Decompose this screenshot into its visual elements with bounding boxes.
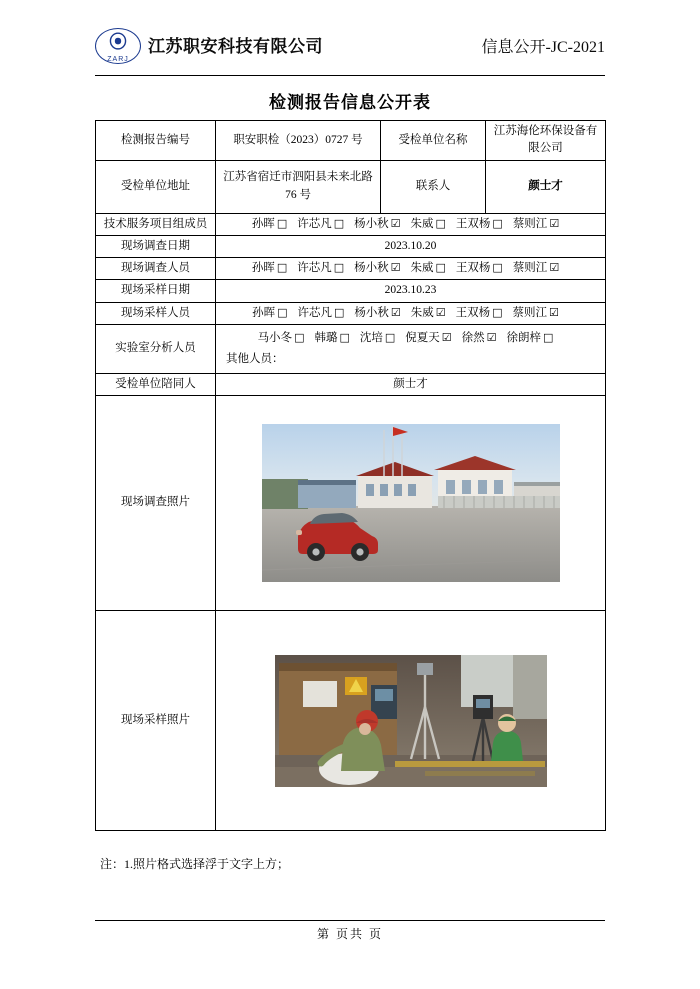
- client-addr-value: 江苏省宿迁市泗阳县未来北路 76 号: [216, 160, 381, 213]
- header-divider: [95, 75, 605, 76]
- member-name: 马小冬: [257, 331, 293, 344]
- member-name: 蔡则江: [512, 306, 548, 319]
- checkbox-unchecked[interactable]: □: [492, 216, 503, 230]
- footnote: 注：1.照片格式选择浮于文字上方；: [100, 857, 290, 871]
- member-name: 徐朗梓: [506, 331, 542, 344]
- logo-text: ZARJ: [107, 56, 129, 63]
- escort-label: 受检单位陪同人: [96, 373, 216, 395]
- sampling-photo-cell: [216, 611, 606, 831]
- client-name-label: 受检单位名称: [381, 121, 486, 161]
- table-row: [96, 160, 606, 213]
- lab-staff-label: 实验室分析人员: [96, 324, 216, 373]
- report-no-value: 职安职检（2023）0727 号: [216, 121, 381, 161]
- member-name: 朱威: [410, 306, 434, 319]
- checkbox-unchecked[interactable]: □: [435, 261, 446, 274]
- table-row: [96, 373, 606, 395]
- survey-date-value: 2023.10.20: [216, 235, 606, 257]
- table-row: [96, 280, 606, 302]
- table-row: [96, 213, 606, 235]
- contact-value: 颜士才: [486, 160, 606, 213]
- checkbox-unchecked[interactable]: □: [277, 305, 288, 319]
- survey-photo-label: 现场调查照片: [96, 396, 216, 611]
- sampling-photo-svg: [275, 655, 547, 787]
- table-row: [96, 235, 606, 257]
- checkbox-checked[interactable]: ☑: [549, 216, 560, 230]
- member-name: 杨小秋: [354, 262, 389, 274]
- table-row: [96, 302, 606, 324]
- sampling-photo-label: 现场采样照片: [96, 611, 216, 831]
- checkbox-checked[interactable]: ☑: [390, 261, 401, 274]
- page-footer: 第 页共 页: [316, 927, 383, 941]
- escort-value: 颜士才: [216, 373, 606, 395]
- member-name: 王双杨: [455, 262, 491, 274]
- table-row: [96, 396, 606, 611]
- page-title: 检测报告信息公开表: [269, 93, 431, 112]
- footer-divider: [95, 920, 605, 921]
- logo-swirl-shape: ⦿: [109, 32, 127, 52]
- checkbox-unchecked[interactable]: □: [276, 261, 288, 274]
- table-row: [96, 121, 606, 161]
- report-no-label: 检测报告编号: [96, 121, 216, 161]
- member-name: 蔡则江: [512, 262, 548, 274]
- table-row: [96, 258, 606, 280]
- checkbox-unchecked[interactable]: □: [333, 216, 345, 230]
- tech-team-label: 技术服务项目组成员: [96, 213, 216, 235]
- checkbox-unchecked[interactable]: □: [435, 216, 446, 230]
- checkbox-unchecked[interactable]: □: [543, 330, 554, 344]
- member-name: 沈培: [359, 331, 383, 344]
- member-name: 倪夏天: [405, 331, 440, 344]
- table-row: [96, 611, 606, 831]
- member-name: 王双杨: [455, 217, 491, 230]
- sampling-photo-image: [275, 655, 547, 787]
- survey-staff-label: 现场调查人员: [96, 258, 216, 280]
- sampling-staff-value: [216, 302, 606, 324]
- survey-photo-cell: [216, 396, 606, 611]
- survey-date-label: 现场调查日期: [96, 235, 216, 257]
- client-name-value: 江苏海伦环保设备有限公司: [486, 121, 606, 161]
- checkbox-checked[interactable]: ☑: [549, 261, 560, 274]
- member-name: 王双杨: [455, 306, 491, 319]
- survey-photo-svg: [262, 424, 560, 582]
- page-header: [95, 22, 605, 72]
- member-name: 朱威: [410, 217, 434, 230]
- sampling-staff-label: 现场采样人员: [96, 302, 216, 324]
- sampling-date-value: 2023.10.23: [216, 280, 606, 302]
- checkbox-unchecked[interactable]: □: [492, 261, 503, 274]
- member-name: 孙晖: [252, 306, 276, 319]
- contact-label: 联系人: [381, 160, 486, 213]
- member-name: 蔡则江: [512, 217, 548, 230]
- checkbox-unchecked[interactable]: □: [339, 330, 350, 344]
- checkbox-checked[interactable]: ☑: [441, 330, 452, 344]
- member-name: 许芯凡: [297, 306, 332, 319]
- member-name: 孙晖: [251, 262, 275, 274]
- member-name: 徐然: [461, 331, 485, 344]
- lab-staff-value: [216, 324, 606, 373]
- info-table: [95, 120, 606, 831]
- checkbox-checked[interactable]: ☑: [435, 305, 446, 319]
- checkbox-unchecked[interactable]: □: [492, 305, 503, 319]
- member-name: 孙晖: [251, 217, 275, 230]
- document-code: 信息公开-JC-2021: [481, 39, 605, 56]
- checkbox-unchecked[interactable]: □: [384, 330, 396, 344]
- member-name: 杨小秋: [354, 217, 389, 230]
- member-name: 许芯凡: [297, 217, 332, 230]
- client-addr-label: 受检单位地址: [96, 160, 216, 213]
- tech-team-value: [216, 213, 606, 235]
- table-row: [96, 324, 606, 373]
- checkbox-checked[interactable]: ☑: [390, 216, 401, 230]
- member-name: 韩璐: [314, 331, 338, 344]
- company-name: 江苏职安科技有限公司: [148, 37, 323, 56]
- survey-photo-image: [262, 424, 560, 582]
- checkbox-checked[interactable]: ☑: [390, 305, 401, 319]
- member-name: 朱威: [410, 262, 434, 274]
- survey-staff-value: [216, 258, 606, 280]
- checkbox-checked[interactable]: ☑: [549, 305, 559, 319]
- checkbox-unchecked[interactable]: □: [276, 216, 288, 230]
- checkbox-unchecked[interactable]: □: [333, 261, 345, 274]
- company-logo-icon: [95, 24, 143, 68]
- checkbox-unchecked[interactable]: □: [333, 305, 345, 319]
- checkbox-unchecked[interactable]: □: [294, 330, 305, 344]
- checkbox-checked[interactable]: ☑: [486, 330, 497, 344]
- member-name: 杨小秋: [354, 306, 389, 319]
- member-name: 许芯凡: [297, 262, 332, 274]
- sampling-date-label: 现场采样日期: [96, 280, 216, 302]
- other-staff-label: 其他人员：: [226, 352, 284, 365]
